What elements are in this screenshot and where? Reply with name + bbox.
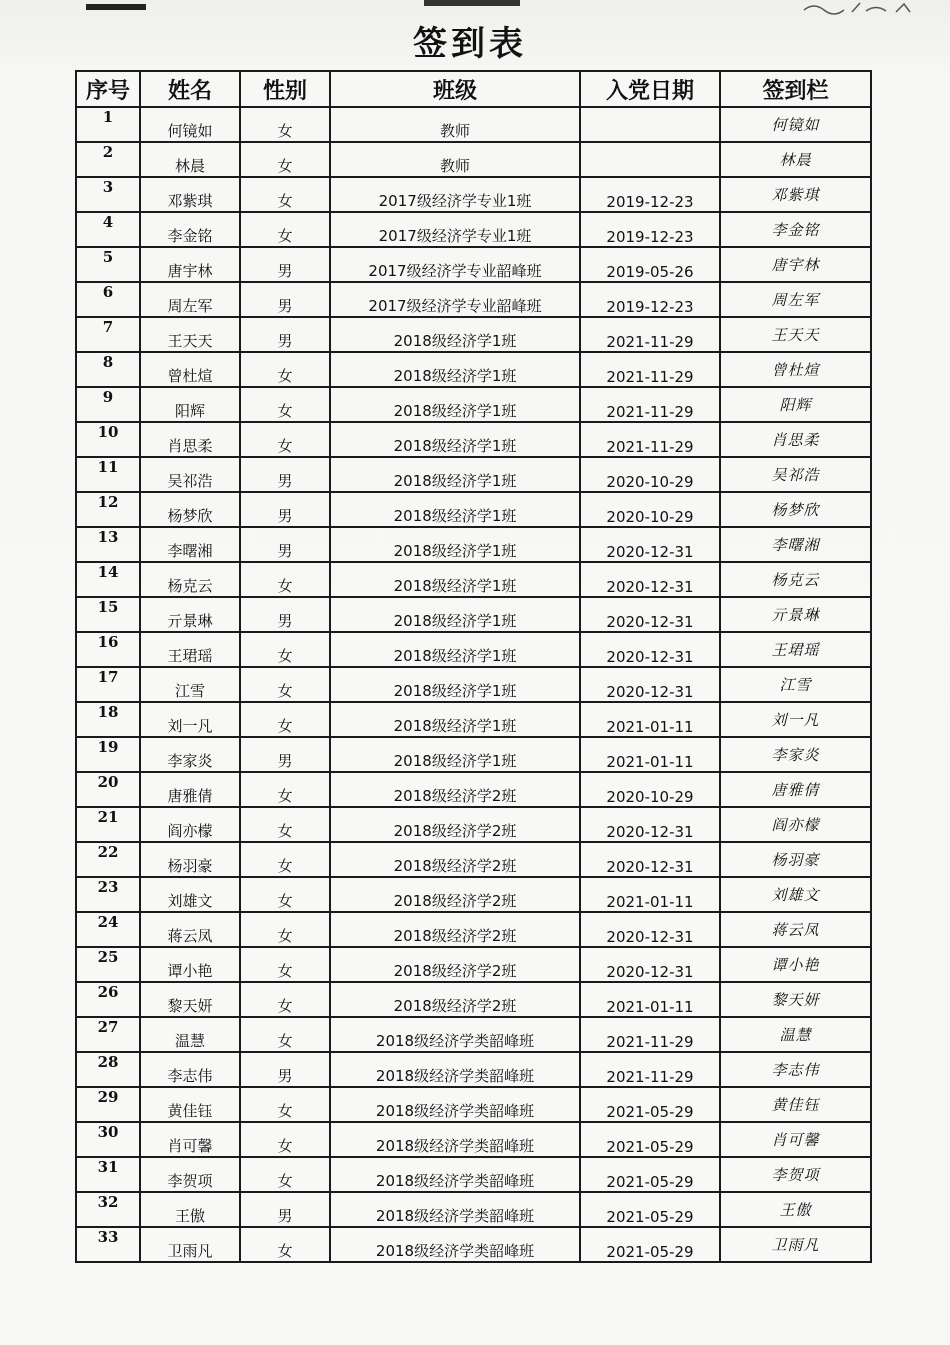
row-class: 2018级经济学类韶峰班 bbox=[330, 1227, 580, 1262]
row-number: 28 bbox=[76, 1052, 140, 1087]
row-name: 卫雨凡 bbox=[140, 1227, 240, 1262]
row-gender: 女 bbox=[240, 947, 330, 982]
row-join-date: 2020-10-29 bbox=[580, 772, 720, 807]
table-row bbox=[76, 807, 871, 842]
row-class: 2018级经济学2班 bbox=[330, 982, 580, 1017]
row-gender: 女 bbox=[240, 702, 330, 737]
row-join-date: 2021-11-29 bbox=[580, 387, 720, 422]
row-name: 李金铭 bbox=[140, 212, 240, 247]
table-row bbox=[76, 912, 871, 947]
row-name: 刘一凡 bbox=[140, 702, 240, 737]
row-signature: 周左军 bbox=[720, 282, 871, 317]
row-join-date: 2021-05-29 bbox=[580, 1192, 720, 1227]
row-signature: 温慧 bbox=[720, 1017, 871, 1052]
row-gender: 女 bbox=[240, 807, 330, 842]
header-gender: 性别 bbox=[240, 71, 330, 107]
table-row bbox=[76, 212, 871, 247]
row-gender: 女 bbox=[240, 912, 330, 947]
row-join-date: 2020-12-31 bbox=[580, 632, 720, 667]
table-row bbox=[76, 1192, 871, 1227]
row-signature: 阳辉 bbox=[720, 387, 871, 422]
top-center-mark bbox=[424, 0, 520, 6]
row-class: 2018级经济学1班 bbox=[330, 737, 580, 772]
row-name: 黄佳钰 bbox=[140, 1087, 240, 1122]
row-number: 21 bbox=[76, 807, 140, 842]
row-signature: 何镜如 bbox=[720, 107, 871, 142]
row-gender: 女 bbox=[240, 1157, 330, 1192]
row-join-date: 2019-12-23 bbox=[580, 177, 720, 212]
table-row bbox=[76, 142, 871, 177]
table-row bbox=[76, 1122, 871, 1157]
row-class: 2018级经济学1班 bbox=[330, 457, 580, 492]
page-title: 签到表 bbox=[413, 24, 527, 64]
row-gender: 男 bbox=[240, 317, 330, 352]
row-name: 杨羽豪 bbox=[140, 842, 240, 877]
row-class: 2018级经济学1班 bbox=[330, 667, 580, 702]
row-name: 邓紫琪 bbox=[140, 177, 240, 212]
table-row bbox=[76, 737, 871, 772]
row-signature: 卫雨凡 bbox=[720, 1227, 871, 1262]
row-name: 王天天 bbox=[140, 317, 240, 352]
row-number: 9 bbox=[76, 387, 140, 422]
row-number: 25 bbox=[76, 947, 140, 982]
table-row bbox=[76, 597, 871, 632]
row-join-date: 2019-05-26 bbox=[580, 247, 720, 282]
row-class: 2018级经济学2班 bbox=[330, 807, 580, 842]
row-class: 2017级经济学专业1班 bbox=[330, 212, 580, 247]
table-row bbox=[76, 702, 871, 737]
row-name: 李志伟 bbox=[140, 1052, 240, 1087]
table-row bbox=[76, 352, 871, 387]
row-number: 24 bbox=[76, 912, 140, 947]
row-number: 4 bbox=[76, 212, 140, 247]
row-gender: 女 bbox=[240, 772, 330, 807]
row-signature: 肖可馨 bbox=[720, 1122, 871, 1157]
row-gender: 女 bbox=[240, 212, 330, 247]
row-signature: 曾杜煊 bbox=[720, 352, 871, 387]
row-gender: 女 bbox=[240, 877, 330, 912]
table-row bbox=[76, 107, 871, 142]
row-gender: 女 bbox=[240, 842, 330, 877]
row-gender: 女 bbox=[240, 142, 330, 177]
row-number: 23 bbox=[76, 877, 140, 912]
row-name: 李曙湘 bbox=[140, 527, 240, 562]
row-class: 2018级经济学类韶峰班 bbox=[330, 1122, 580, 1157]
row-number: 19 bbox=[76, 737, 140, 772]
row-join-date: 2020-12-31 bbox=[580, 842, 720, 877]
table-row bbox=[76, 1227, 871, 1262]
table-row bbox=[76, 387, 871, 422]
row-number: 11 bbox=[76, 457, 140, 492]
row-name: 温慧 bbox=[140, 1017, 240, 1052]
row-number: 30 bbox=[76, 1122, 140, 1157]
row-join-date: 2021-11-29 bbox=[580, 1017, 720, 1052]
table-row bbox=[76, 982, 871, 1017]
row-gender: 女 bbox=[240, 562, 330, 597]
table-row bbox=[76, 457, 871, 492]
row-name: 黎天妍 bbox=[140, 982, 240, 1017]
row-number: 33 bbox=[76, 1227, 140, 1262]
row-number: 1 bbox=[76, 107, 140, 142]
row-number: 31 bbox=[76, 1157, 140, 1192]
row-signature: 邓紫琪 bbox=[720, 177, 871, 212]
row-join-date: 2021-01-11 bbox=[580, 737, 720, 772]
row-number: 6 bbox=[76, 282, 140, 317]
table-row bbox=[76, 422, 871, 457]
row-class: 2018级经济学1班 bbox=[330, 527, 580, 562]
row-class: 2018级经济学1班 bbox=[330, 702, 580, 737]
row-name: 王傲 bbox=[140, 1192, 240, 1227]
row-gender: 女 bbox=[240, 107, 330, 142]
header-signature: 签到栏 bbox=[720, 71, 871, 107]
row-gender: 女 bbox=[240, 1087, 330, 1122]
row-class: 2017级经济学专业韶峰班 bbox=[330, 247, 580, 282]
table-row bbox=[76, 527, 871, 562]
row-signature: 林晨 bbox=[720, 142, 871, 177]
row-name: 何镜如 bbox=[140, 107, 240, 142]
row-signature: 黎天妍 bbox=[720, 982, 871, 1017]
row-number: 27 bbox=[76, 1017, 140, 1052]
row-join-date: 2020-10-29 bbox=[580, 492, 720, 527]
row-join-date: 2021-11-29 bbox=[580, 1052, 720, 1087]
row-signature: 杨梦欣 bbox=[720, 492, 871, 527]
row-join-date: 2021-05-29 bbox=[580, 1087, 720, 1122]
row-class: 2018级经济学2班 bbox=[330, 842, 580, 877]
table-row bbox=[76, 317, 871, 352]
row-join-date: 2021-05-29 bbox=[580, 1157, 720, 1192]
row-class: 2018级经济学2班 bbox=[330, 947, 580, 982]
row-gender: 男 bbox=[240, 457, 330, 492]
header-num: 序号 bbox=[76, 71, 140, 107]
corner-scribble bbox=[800, 0, 920, 16]
table-row bbox=[76, 877, 871, 912]
row-join-date: 2021-11-29 bbox=[580, 352, 720, 387]
top-left-mark bbox=[86, 4, 146, 10]
table-row bbox=[76, 1087, 871, 1122]
row-name: 王珺瑶 bbox=[140, 632, 240, 667]
row-name: 杨克云 bbox=[140, 562, 240, 597]
row-number: 8 bbox=[76, 352, 140, 387]
table-row bbox=[76, 947, 871, 982]
row-signature: 唐雅倩 bbox=[720, 772, 871, 807]
row-gender: 女 bbox=[240, 387, 330, 422]
row-class: 2018级经济学2班 bbox=[330, 877, 580, 912]
table-row bbox=[76, 247, 871, 282]
row-number: 3 bbox=[76, 177, 140, 212]
row-gender: 女 bbox=[240, 667, 330, 702]
row-join-date: 2019-12-23 bbox=[580, 212, 720, 247]
row-name: 江雪 bbox=[140, 667, 240, 702]
row-gender: 女 bbox=[240, 1227, 330, 1262]
row-signature: 江雪 bbox=[720, 667, 871, 702]
row-signature: 吴祁浩 bbox=[720, 457, 871, 492]
row-gender: 女 bbox=[240, 632, 330, 667]
header-date: 入党日期 bbox=[580, 71, 720, 107]
row-gender: 男 bbox=[240, 492, 330, 527]
row-number: 15 bbox=[76, 597, 140, 632]
row-number: 7 bbox=[76, 317, 140, 352]
row-signature: 杨克云 bbox=[720, 562, 871, 597]
row-class: 2018级经济学类韶峰班 bbox=[330, 1052, 580, 1087]
table-row bbox=[76, 282, 871, 317]
row-gender: 女 bbox=[240, 422, 330, 457]
row-name: 阎亦檬 bbox=[140, 807, 240, 842]
row-signature: 王天天 bbox=[720, 317, 871, 352]
row-class: 2018级经济学1班 bbox=[330, 562, 580, 597]
row-join-date: 2020-12-31 bbox=[580, 807, 720, 842]
row-join-date bbox=[580, 142, 720, 177]
table-row bbox=[76, 1157, 871, 1192]
row-class: 2018级经济学1班 bbox=[330, 352, 580, 387]
row-signature: 亓景琳 bbox=[720, 597, 871, 632]
row-number: 16 bbox=[76, 632, 140, 667]
row-name: 肖思柔 bbox=[140, 422, 240, 457]
row-name: 肖可馨 bbox=[140, 1122, 240, 1157]
row-name: 蒋云凤 bbox=[140, 912, 240, 947]
row-gender: 男 bbox=[240, 1052, 330, 1087]
row-signature: 蒋云凤 bbox=[720, 912, 871, 947]
row-number: 14 bbox=[76, 562, 140, 597]
table-row bbox=[76, 632, 871, 667]
row-signature: 李贺项 bbox=[720, 1157, 871, 1192]
row-name: 刘雄文 bbox=[140, 877, 240, 912]
table-row bbox=[76, 842, 871, 877]
row-signature: 李曙湘 bbox=[720, 527, 871, 562]
row-number: 26 bbox=[76, 982, 140, 1017]
row-signature: 肖思柔 bbox=[720, 422, 871, 457]
row-name: 唐雅倩 bbox=[140, 772, 240, 807]
row-signature: 李家炎 bbox=[720, 737, 871, 772]
row-name: 李贺项 bbox=[140, 1157, 240, 1192]
row-class: 2018级经济学类韶峰班 bbox=[330, 1087, 580, 1122]
table-row bbox=[76, 177, 871, 212]
table-row bbox=[76, 1017, 871, 1052]
table-row bbox=[76, 667, 871, 702]
row-join-date: 2020-12-31 bbox=[580, 912, 720, 947]
row-signature: 谭小艳 bbox=[720, 947, 871, 982]
table-row bbox=[76, 1052, 871, 1087]
row-join-date: 2021-01-11 bbox=[580, 702, 720, 737]
row-gender: 女 bbox=[240, 982, 330, 1017]
row-join-date: 2021-11-29 bbox=[580, 317, 720, 352]
row-join-date: 2021-01-11 bbox=[580, 982, 720, 1017]
row-gender: 女 bbox=[240, 1122, 330, 1157]
row-class: 2018级经济学类韶峰班 bbox=[330, 1192, 580, 1227]
row-class: 2018级经济学1班 bbox=[330, 492, 580, 527]
row-class: 2018级经济学类韶峰班 bbox=[330, 1157, 580, 1192]
row-join-date: 2020-12-31 bbox=[580, 597, 720, 632]
row-signature: 王傲 bbox=[720, 1192, 871, 1227]
row-name: 谭小艳 bbox=[140, 947, 240, 982]
row-join-date: 2021-11-29 bbox=[580, 422, 720, 457]
row-join-date bbox=[580, 107, 720, 142]
row-class: 2018级经济学1班 bbox=[330, 422, 580, 457]
row-class: 2018级经济学1班 bbox=[330, 597, 580, 632]
row-number: 5 bbox=[76, 247, 140, 282]
row-gender: 女 bbox=[240, 352, 330, 387]
row-signature: 黄佳钰 bbox=[720, 1087, 871, 1122]
header-row bbox=[76, 71, 871, 107]
row-gender: 男 bbox=[240, 597, 330, 632]
row-class: 教师 bbox=[330, 107, 580, 142]
row-signature: 阎亦檬 bbox=[720, 807, 871, 842]
row-signature: 杨羽豪 bbox=[720, 842, 871, 877]
row-name: 阳辉 bbox=[140, 387, 240, 422]
row-name: 杨梦欣 bbox=[140, 492, 240, 527]
row-number: 12 bbox=[76, 492, 140, 527]
row-class: 2017级经济学专业韶峰班 bbox=[330, 282, 580, 317]
row-join-date: 2020-10-29 bbox=[580, 457, 720, 492]
sign-in-table bbox=[75, 70, 872, 1263]
row-class: 2017级经济学专业1班 bbox=[330, 177, 580, 212]
row-gender: 男 bbox=[240, 737, 330, 772]
row-number: 18 bbox=[76, 702, 140, 737]
row-signature: 刘一凡 bbox=[720, 702, 871, 737]
row-join-date: 2021-05-29 bbox=[580, 1227, 720, 1262]
row-class: 2018级经济学2班 bbox=[330, 912, 580, 947]
row-name: 周左军 bbox=[140, 282, 240, 317]
row-join-date: 2021-01-11 bbox=[580, 877, 720, 912]
row-join-date: 2019-12-23 bbox=[580, 282, 720, 317]
row-number: 17 bbox=[76, 667, 140, 702]
row-gender: 男 bbox=[240, 527, 330, 562]
header-class: 班级 bbox=[330, 71, 580, 107]
row-class: 教师 bbox=[330, 142, 580, 177]
row-signature: 李金铭 bbox=[720, 212, 871, 247]
row-join-date: 2021-05-29 bbox=[580, 1122, 720, 1157]
row-name: 曾杜煊 bbox=[140, 352, 240, 387]
table-row bbox=[76, 492, 871, 527]
row-join-date: 2020-12-31 bbox=[580, 947, 720, 982]
row-name: 亓景琳 bbox=[140, 597, 240, 632]
row-gender: 男 bbox=[240, 1192, 330, 1227]
row-join-date: 2020-12-31 bbox=[580, 562, 720, 597]
row-number: 20 bbox=[76, 772, 140, 807]
row-class: 2018级经济学类韶峰班 bbox=[330, 1017, 580, 1052]
row-signature: 李志伟 bbox=[720, 1052, 871, 1087]
row-class: 2018级经济学1班 bbox=[330, 317, 580, 352]
row-name: 李家炎 bbox=[140, 737, 240, 772]
row-gender: 男 bbox=[240, 247, 330, 282]
row-name: 林晨 bbox=[140, 142, 240, 177]
row-class: 2018级经济学2班 bbox=[330, 772, 580, 807]
row-number: 10 bbox=[76, 422, 140, 457]
table-row bbox=[76, 562, 871, 597]
row-join-date: 2020-12-31 bbox=[580, 667, 720, 702]
header-name: 姓名 bbox=[140, 71, 240, 107]
row-signature: 王珺瑶 bbox=[720, 632, 871, 667]
row-class: 2018级经济学1班 bbox=[330, 387, 580, 422]
row-class: 2018级经济学1班 bbox=[330, 632, 580, 667]
row-signature: 刘雄文 bbox=[720, 877, 871, 912]
row-number: 13 bbox=[76, 527, 140, 562]
table-row bbox=[76, 772, 871, 807]
row-number: 32 bbox=[76, 1192, 140, 1227]
row-number: 2 bbox=[76, 142, 140, 177]
row-gender: 女 bbox=[240, 1017, 330, 1052]
row-join-date: 2020-12-31 bbox=[580, 527, 720, 562]
row-name: 吴祁浩 bbox=[140, 457, 240, 492]
row-name: 唐宇林 bbox=[140, 247, 240, 282]
row-number: 29 bbox=[76, 1087, 140, 1122]
row-gender: 男 bbox=[240, 282, 330, 317]
row-gender: 女 bbox=[240, 177, 330, 212]
row-number: 22 bbox=[76, 842, 140, 877]
row-signature: 唐宇林 bbox=[720, 247, 871, 282]
